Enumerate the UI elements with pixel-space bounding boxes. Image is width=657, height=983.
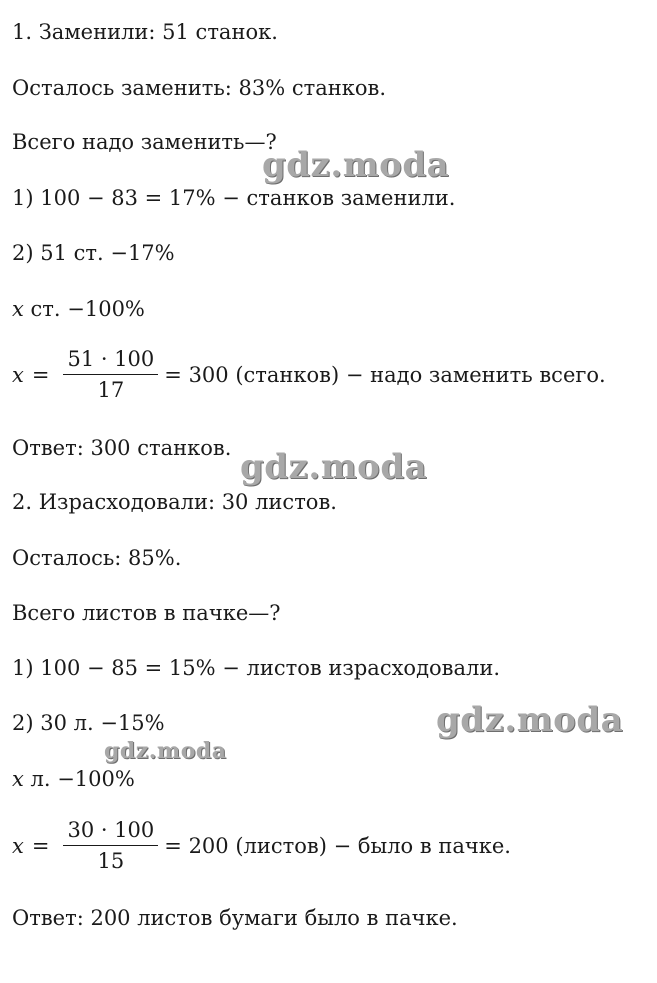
problem1-given-replaced: 1. Заменили: 51 станок.: [12, 20, 278, 44]
fraction-denominator: 17: [97, 378, 125, 402]
fraction: [63, 347, 158, 402]
formula-result: = 300 (станков) − надо заменить всего.: [164, 362, 606, 387]
proportion-rest: ст. −100%: [23, 297, 145, 321]
problem1-formula: [12, 347, 606, 402]
fraction-numerator: 30 · 100: [67, 818, 155, 842]
problem1-proportion: [12, 297, 145, 321]
formula-lhs: x: [12, 833, 24, 858]
problem1-answer: Ответ: 300 станков.: [12, 436, 232, 460]
formula-equals: =: [31, 833, 50, 858]
problem1-question: Всего надо заменить—?: [12, 130, 277, 154]
proportion-rest: л. −100%: [23, 767, 135, 791]
problem1-given-remaining: Осталось заменить: 83% станков.: [12, 76, 387, 100]
variable-x: x: [12, 767, 24, 791]
watermark-gdz-moda: gdz.moda: [240, 447, 428, 487]
problem2-proportion: [12, 767, 135, 791]
problem2-question: Всего листов в пачке—?: [12, 601, 281, 625]
watermark-gdz-moda: gdz.moda: [104, 738, 227, 764]
problem1-step1: 1) 100 − 83 = 17% − станков заменили.: [12, 186, 456, 210]
fraction: [63, 818, 158, 873]
problem2-given-remaining: Осталось: 85%.: [12, 546, 182, 570]
variable-x: x: [12, 297, 24, 321]
watermark-gdz-moda: gdz.moda: [436, 700, 624, 740]
problem1-step2: 2) 51 ст. −17%: [12, 241, 175, 265]
problem2-formula: [12, 818, 511, 873]
problem2-answer: Ответ: 200 листов бумаги было в пачке.: [12, 906, 458, 930]
problem2-step1: 1) 100 − 85 = 15% − листов израсходовали.: [12, 656, 500, 680]
formula-lhs: x: [12, 362, 24, 387]
formula-result: = 200 (листов) − было в пачке.: [164, 833, 511, 858]
fraction-denominator: 15: [97, 849, 125, 873]
problem2-step2: 2) 30 л. −15%: [12, 711, 165, 735]
problem2-given-spent: 2. Израсходовали: 30 листов.: [12, 490, 337, 514]
watermark-gdz-moda: gdz.moda: [262, 145, 450, 185]
formula-equals: =: [31, 362, 50, 387]
fraction-numerator: 51 · 100: [67, 347, 155, 371]
